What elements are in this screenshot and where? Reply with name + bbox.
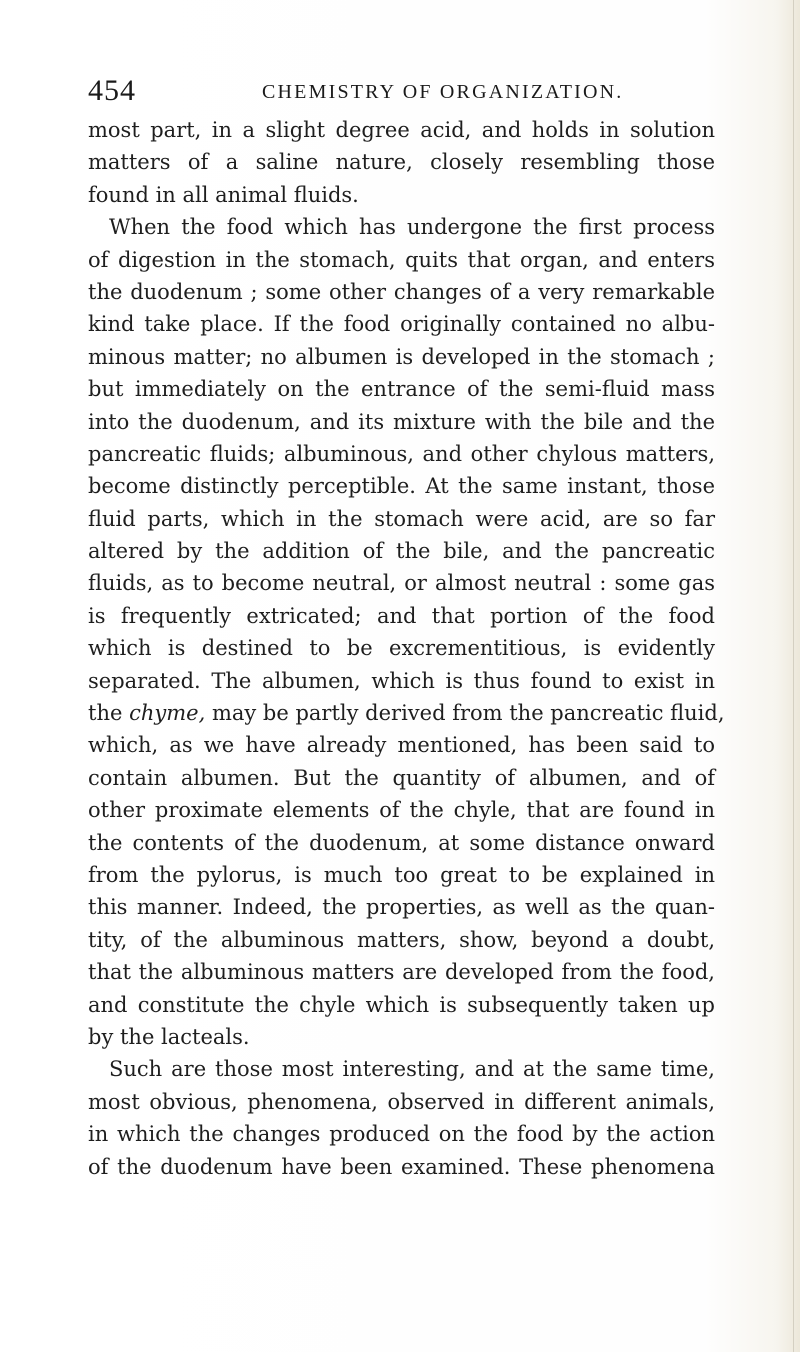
text-line: most part, in a slight degree acid, and holds in solution [88, 118, 715, 142]
text-line: that the albuminous matters are developed from the food, [88, 960, 715, 985]
text-line: kind take place. If the food originally contained no albu- [88, 312, 715, 337]
text-line: matters of a saline nature, closely resembling those [88, 150, 715, 175]
text-line: separated. The albumen, which is thus found to exist in [88, 668, 715, 693]
text-line: other proximate elements of the chyle, that are found in [88, 798, 715, 823]
text-line: tity, of the albuminous matters, show, beyond a doubt, [88, 927, 715, 952]
text-line: which, as we have already mentioned, has been said to [88, 733, 715, 758]
text-line: fluid parts, which in the stomach were acid, are so far [88, 506, 715, 531]
text-line: which is destined to be excrementitious, is evidently [88, 636, 715, 661]
text-line: in which the changes produced on the food by the action [88, 1122, 715, 1147]
italic-term: chyme, [129, 701, 206, 726]
text-line: from the pylorus, is much too great to be explained in [88, 862, 715, 887]
text-line: become distinctly perceptible. At the same instant, those [88, 474, 715, 499]
text-run: the [88, 701, 123, 726]
text-line: but immediately on the entrance of the semi-fluid mass [88, 377, 715, 402]
text-line: of digestion in the stomach, quits that organ, and enters [88, 247, 715, 272]
body-text [88, 114, 725, 1183]
text-line-with-italic [88, 697, 725, 729]
text-line: altered by the addition of the bile, and the pancreatic [88, 539, 715, 564]
page-edge-shadow [793, 0, 794, 1352]
text-line: pancreatic fluids; albuminous, and other chylous matters, [88, 441, 715, 466]
running-title: CHEMISTRY OF ORGANIZATION. [262, 81, 624, 103]
text-line: When the food which has undergone the first process [109, 215, 715, 240]
page-number: 454 [88, 74, 136, 107]
text-line: Such are those most interesting, and at the same time, [109, 1057, 715, 1082]
text-line: most obvious, phenomena, observed in different animals, [88, 1089, 715, 1114]
text-line: into the duodenum, and its mixture with the bile and the [88, 409, 715, 434]
text-line: contain albumen. But the quantity of albumen, and of [88, 765, 715, 790]
text-line: by the lacteals. [88, 1024, 250, 1049]
text-line: the contents of the duodenum, at some distance onward [88, 830, 715, 855]
text-line: minous matter; no albumen is developed in the stomach ; [88, 344, 715, 369]
text-line: the duodenum ; some other changes of a very remarkable [88, 279, 715, 304]
text-line: is frequently extricated; and that portion of the food [88, 603, 715, 628]
text-run: may be partly derived from the pancreatic fluid, [211, 701, 725, 726]
text-line: this manner. Indeed, the properties, as well as the quan- [88, 895, 715, 920]
text-line: fluids, as to become neutral, or almost neutral : some gas [88, 571, 715, 596]
text-line: of the duodenum have been examined. These phenomena [88, 1154, 715, 1179]
text-line: and constitute the chyle which is subsequently taken up [88, 992, 715, 1017]
page-header [88, 74, 710, 110]
text-line: found in all animal fluids. [88, 182, 359, 207]
